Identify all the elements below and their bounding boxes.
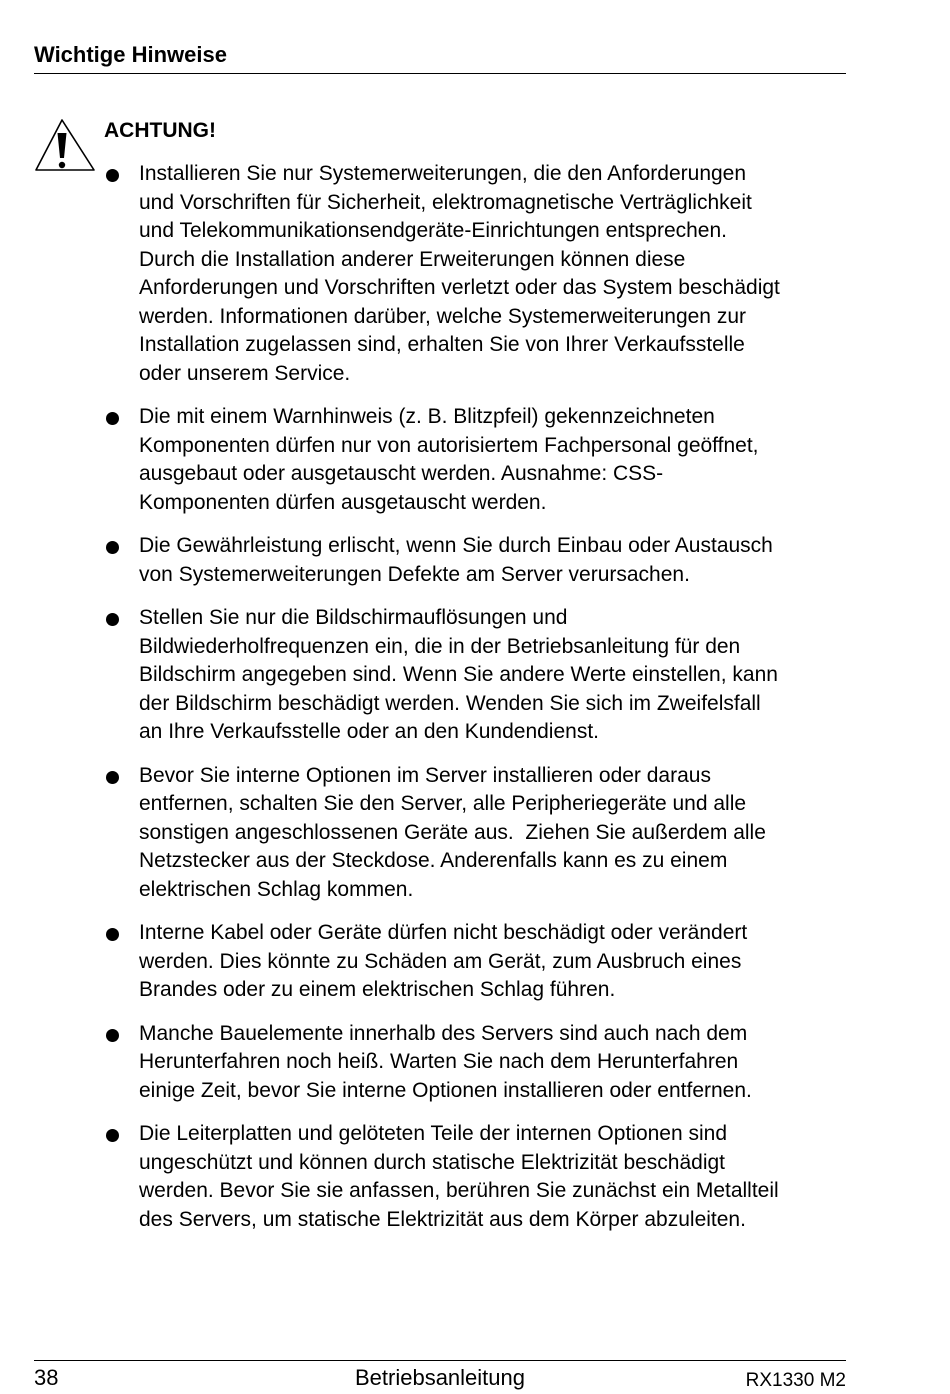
text-line: der Bildschirm beschädigt werden. Wenden Sie sich im Zweifelsfall [139, 691, 761, 715]
text-line: Die mit einem Warnhinweis (z. B. Blitzpfeil) gekennzeichneten [139, 405, 715, 428]
text-line: oder unserem Service. [139, 361, 351, 385]
bullet-icon [106, 541, 119, 554]
text-line: Stellen Sie nur die Bildschirmauflösungen und [139, 606, 568, 629]
text-line: ungeschützt und können durch statische Elektrizität beschädigt [139, 1150, 726, 1174]
page-header-title: Wichtige Hinweise [34, 42, 227, 67]
text-line: Herunterfahren noch heiß. Warten Sie nach dem Herunterfahren [139, 1050, 739, 1073]
text-line: Komponenten dürfen ausgetauscht werden. [139, 490, 547, 514]
bullet-icon [106, 771, 119, 784]
footer-model: RX1330 M2 [745, 1370, 846, 1391]
page-number: 38 [34, 1365, 59, 1390]
text-line: an Ihre Verkaufsstelle oder an den Kundendienst. [139, 720, 599, 743]
text-line: Die Gewährleistung erlischt, wenn Sie durch Einbau oder Austausch [139, 534, 773, 557]
text-line: elektrischen Schlag kommen. [139, 877, 414, 901]
text-line: Installation zugelassen sind, erhalten Sie von Ihrer Verkaufsstelle [139, 333, 745, 356]
warning-item [104, 762, 848, 905]
warning-item [104, 919, 848, 1005]
warning-item [104, 604, 848, 747]
warning-heading: ACHTUNG! [104, 119, 216, 142]
text-line: Interne Kabel oder Geräte dürfen nicht beschädigt oder verändert [139, 921, 748, 944]
text-line: werden. Informationen darüber, welche Systemerweiterungen zur [139, 304, 746, 328]
text-line: Bildwiederholfrequenzen ein, die in der Betriebsanleitung für den [139, 634, 741, 658]
bullet-icon [106, 169, 119, 182]
bullet-icon [106, 928, 119, 941]
text-line: und Vorschriften für Sicherheit, elektromagnetische Verträglichkeit [139, 190, 752, 214]
warning-list [104, 160, 848, 1249]
text-line: einige Zeit, bevor Sie interne Optionen installieren oder entfernen. [139, 1078, 752, 1102]
text-line: Bevor Sie interne Optionen im Server installieren oder daraus [139, 763, 711, 787]
text-line: Installieren Sie nur Systemerweiterungen, die den Anforderungen [139, 162, 747, 185]
text-line: Anforderungen und Vorschriften verletzt oder das System beschädigt [139, 276, 780, 299]
text-line: sonstigen angeschlossenen Geräte aus. Ziehen Sie außerdem alle [139, 820, 766, 844]
text-line: und Telekommunikationsendgeräte-Einrichtungen entsprechen. [139, 219, 727, 242]
text-line: Manche Bauelemente innerhalb des Servers sind auch nach dem [139, 1021, 748, 1045]
text-line: Netzstecker aus der Steckdose. Anderenfalls kann es zu einem [139, 849, 728, 872]
text-line: werden. Dies könnte zu Schäden am Gerät, zum Ausbruch eines [139, 949, 742, 973]
text-line: Bildschirm angegeben sind. Wenn Sie andere Werte einstellen, kann [139, 663, 778, 686]
text-line: von Systemerweiterungen Defekte am Server verursachen. [139, 562, 690, 586]
text-line: Durch die Installation anderer Erweiterungen können diese [139, 247, 686, 271]
warning-item [104, 1020, 848, 1106]
text-line: werden. Bevor Sie sie anfassen, berühren Sie zunächst ein Metallteil [139, 1179, 779, 1202]
bullet-icon [106, 1129, 119, 1142]
footer-divider [34, 1360, 846, 1361]
bullet-icon [106, 412, 119, 425]
text-line: des Servers, um statische Elektrizität aus dem Körper abzuleiten. [139, 1207, 746, 1231]
text-line: Komponenten dürfen nur von autorisiertem Fachpersonal geöffnet, [139, 433, 759, 457]
text-line: Brandes oder zu einem elektrischen Schlag führen. [139, 978, 616, 1001]
text-line: entfernen, schalten Sie den Server, alle Peripheriegeräte und alle [139, 792, 747, 815]
warning-item [104, 1120, 848, 1234]
text-line: Die Leiterplatten und gelöteten Teile der internen Optionen sind [139, 1122, 728, 1145]
bullet-icon [106, 613, 119, 626]
header-divider [34, 73, 846, 74]
warning-triangle-icon [32, 118, 96, 178]
warning-item [104, 403, 848, 517]
footer-document-title: Betriebsanleitung [354, 1365, 525, 1390]
warning-item [104, 160, 848, 388]
warning-item [104, 532, 848, 589]
bullet-icon [106, 1029, 119, 1042]
text-line: ausgebaut oder ausgetauscht werden. Ausnahme: CSS- [139, 462, 664, 485]
